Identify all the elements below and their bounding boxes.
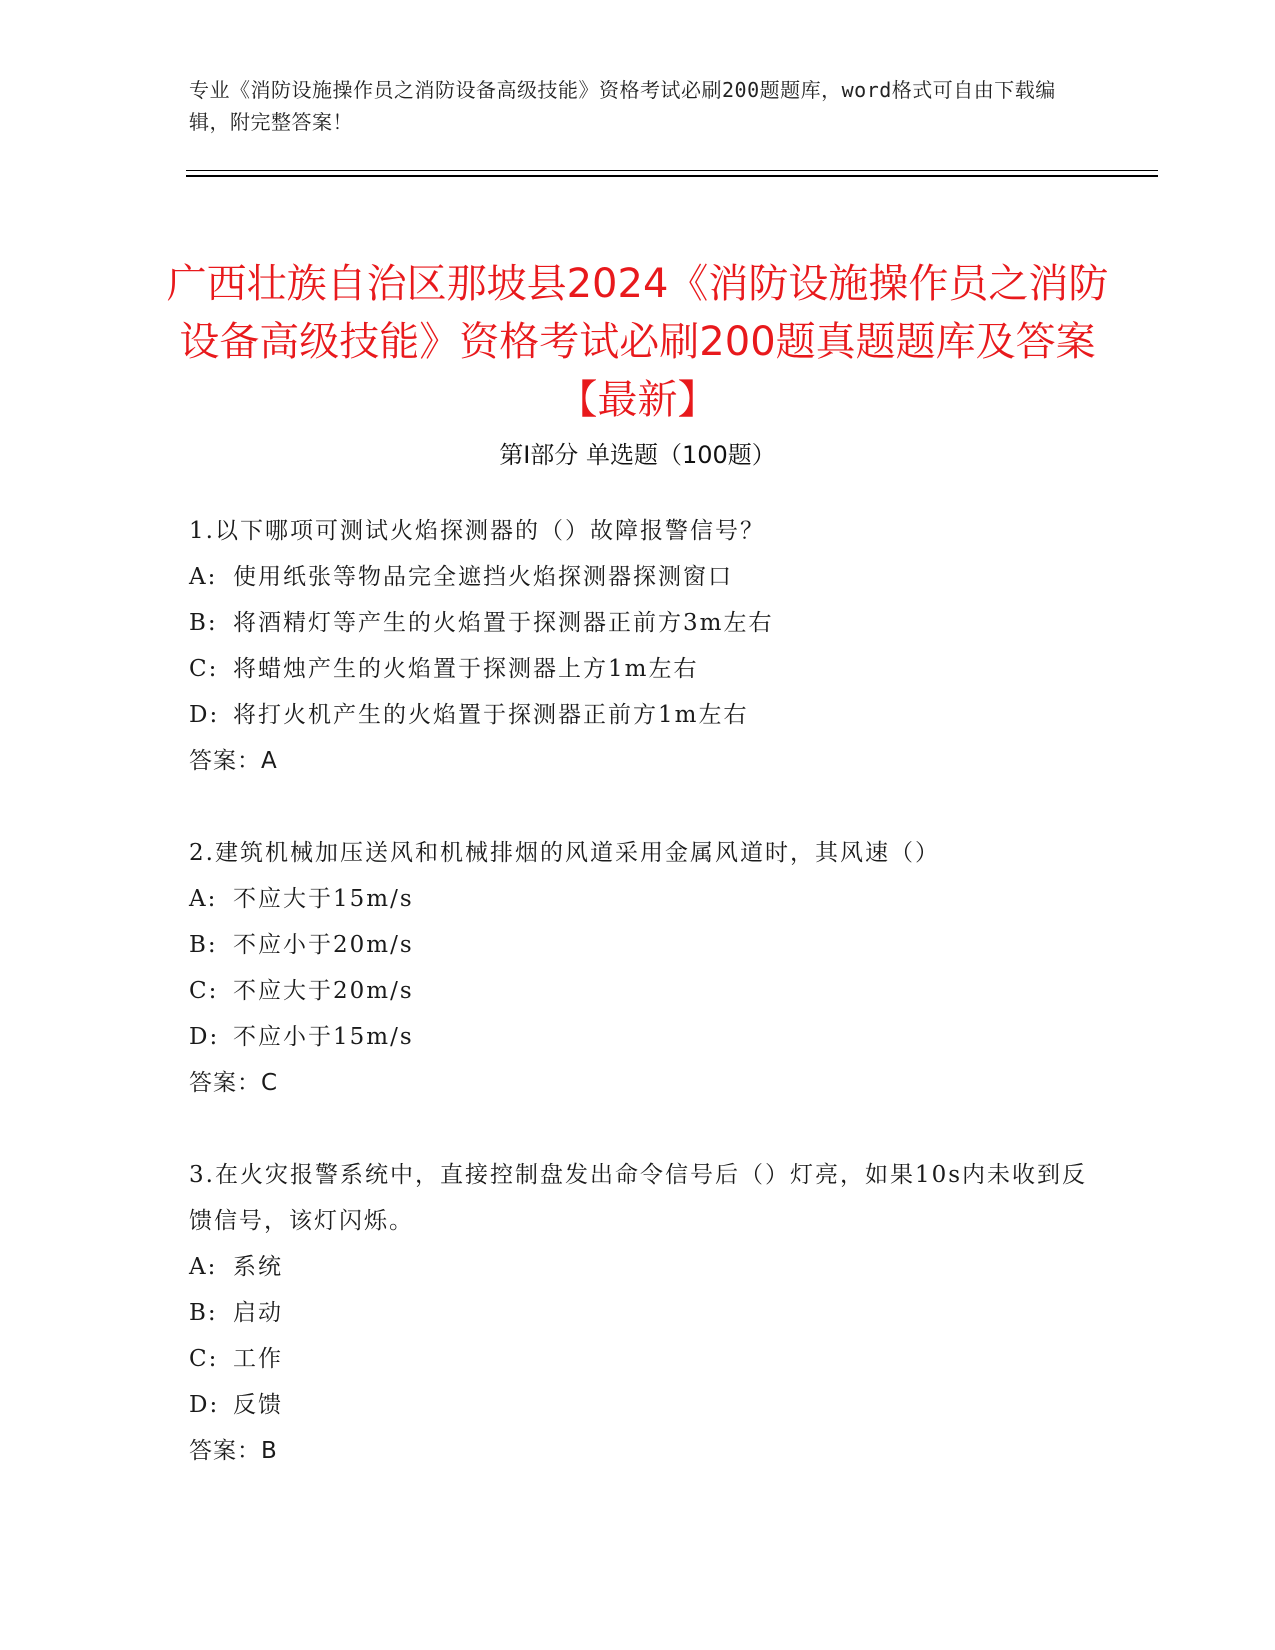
option-letter: B: (189, 610, 218, 636)
option-letter: A: (189, 886, 218, 912)
option-c (189, 968, 1109, 1014)
option-b (189, 600, 1109, 646)
option-letter: C: (189, 1346, 219, 1372)
question-2 (189, 830, 1109, 1106)
option-letter: A: (189, 564, 218, 590)
answer-line: 答案：B (189, 1438, 278, 1464)
document-title: 广西壮族自治区那坡县2024《消防设施操作员之消防设备高级技能》资格考试必刷200题真题题库及答案【最新】 (166, 260, 1109, 423)
option-d (189, 1014, 1109, 1060)
option-letter: D: (189, 702, 220, 728)
header-rule-top (186, 170, 1158, 171)
question-stem: 1.以下哪项可测试火焰探测器的（）故障报警信号？ (189, 518, 765, 544)
option-a (189, 554, 1109, 600)
option-letter: D: (189, 1024, 220, 1050)
question-stem: 2.建筑机械加压送风和机械排烟的风道采用金属风道时，其风速（） (189, 840, 940, 866)
option-d (189, 692, 1109, 738)
option-text: 将打火机产生的火焰置于探测器正前方1m左右 (233, 702, 749, 728)
header-note: 专业《消防设施操作员之消防设备高级技能》资格考试必刷200题题库，word格式可自由下载编辑，附完整答案！ (189, 78, 1056, 134)
answer-line: 答案：A (189, 748, 278, 774)
option-text: 将酒精灯等产生的火焰置于探测器正前方3m左右 (233, 610, 774, 636)
option-text: 将蜡烛产生的火焰置于探测器上方1m左右 (233, 656, 699, 682)
question-stem: 3.在火灾报警系统中，直接控制盘发出命令信号后（）灯亮，如果10s内未收到反馈信号，该灯闪烁。 (189, 1162, 1088, 1234)
option-letter: C: (189, 656, 219, 682)
header-rule-bottom (186, 175, 1158, 177)
option-text: 不应大于15m/s (233, 886, 414, 912)
option-a (189, 876, 1109, 922)
option-text: 使用纸张等物品完全遮挡火焰探测器探测窗口 (233, 564, 733, 590)
option-text: 不应小于20m/s (233, 932, 414, 958)
option-letter: B: (189, 1300, 218, 1326)
option-text: 系统 (233, 1254, 283, 1280)
question-3 (189, 1152, 1109, 1474)
option-b (189, 922, 1109, 968)
option-text: 不应小于15m/s (233, 1024, 414, 1050)
option-text: 工作 (233, 1346, 283, 1372)
option-letter: A: (189, 1254, 218, 1280)
option-text: 反馈 (233, 1392, 283, 1418)
option-b (189, 1290, 1109, 1336)
option-letter: C: (189, 978, 219, 1004)
option-c (189, 646, 1109, 692)
option-d (189, 1382, 1109, 1428)
option-text: 不应大于20m/s (233, 978, 414, 1004)
answer-line: 答案：C (189, 1070, 279, 1096)
section-heading: 第Ⅰ部分 单选题（100题） (499, 441, 776, 469)
option-letter: D: (189, 1392, 220, 1418)
option-c (189, 1336, 1109, 1382)
question-1 (189, 508, 1109, 784)
option-letter: B: (189, 932, 218, 958)
option-text: 启动 (233, 1300, 283, 1326)
option-a (189, 1244, 1109, 1290)
